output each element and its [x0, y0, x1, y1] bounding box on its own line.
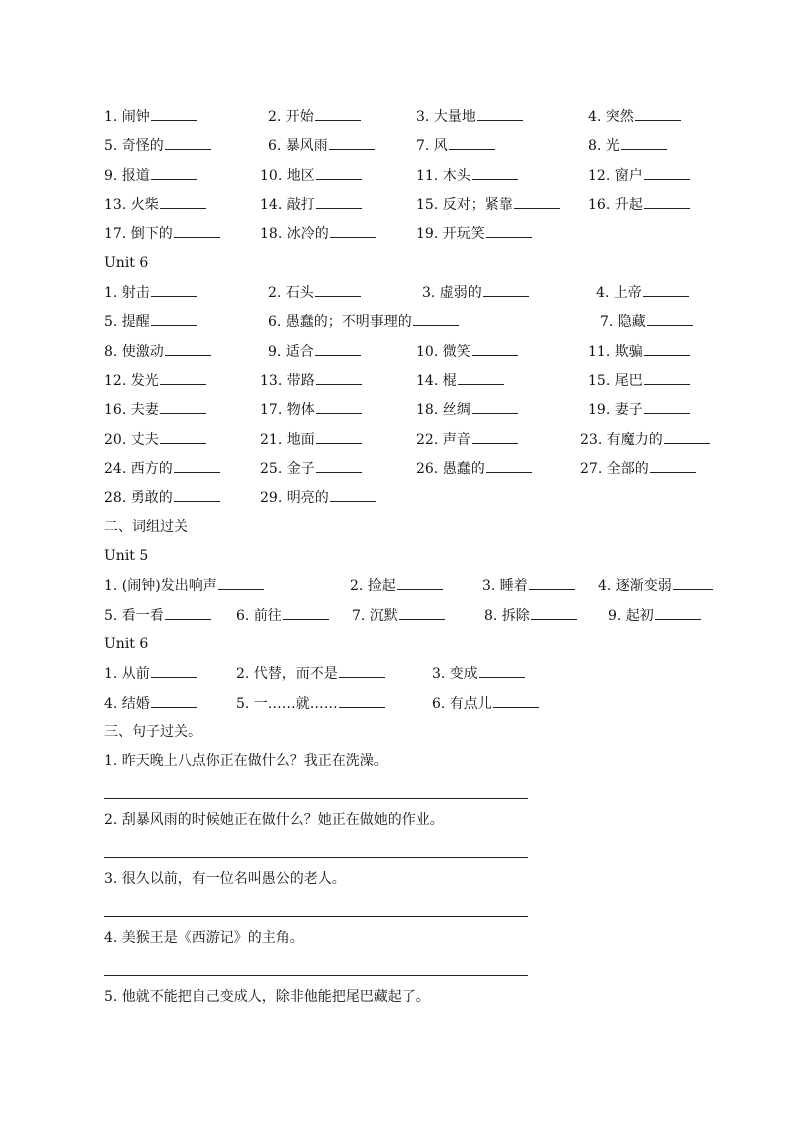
- vocab-row: [104, 135, 744, 155]
- phrase-item: 2. 代替，而不是: [236, 663, 385, 684]
- vocab-item: 19. 妻子: [588, 399, 690, 420]
- vocab-row: [104, 370, 744, 390]
- vocab-item: 17. 物体: [260, 399, 362, 420]
- answer-blank[interactable]: [479, 663, 525, 678]
- vocab-row: [104, 165, 744, 185]
- vocab-item: 21. 地面: [260, 429, 362, 450]
- phrase-item: 6. 有点儿: [432, 693, 539, 714]
- answer-blank[interactable]: [514, 194, 560, 209]
- vocab-item: 11. 木头: [416, 165, 518, 186]
- answer-blank[interactable]: [655, 605, 701, 620]
- vocab-item: 9. 报道: [104, 165, 197, 186]
- vocab-item: 8. 光: [588, 135, 667, 156]
- answer-blank[interactable]: [174, 458, 220, 473]
- vocab-item: 11. 欺骗: [588, 341, 690, 362]
- sentence-prompt: 3. 很久以前，有一位名叫愚公的老人。: [104, 871, 346, 887]
- vocab-row: [104, 399, 744, 419]
- answer-blank[interactable]: [316, 399, 362, 414]
- vocab-item: 4. 上帝: [596, 282, 689, 303]
- answer-blank[interactable]: [399, 605, 445, 620]
- phrase-item: 2. 捡起: [350, 575, 443, 596]
- vocab-item: 23. 有魔力的: [580, 429, 710, 450]
- vocab-item: 18. 冰冷的: [260, 223, 376, 244]
- vocab-item: 13. 火柴: [104, 194, 206, 215]
- answer-blank[interactable]: [151, 311, 197, 326]
- phrase-item: 5. 一……就……: [236, 693, 385, 714]
- answer-blank[interactable]: [316, 370, 362, 385]
- vocab-item: 14. 棍: [416, 370, 504, 391]
- unit-label: Unit 5: [104, 548, 149, 564]
- vocab-item: 1. 射击: [104, 282, 197, 303]
- answer-blank[interactable]: [160, 399, 206, 414]
- answer-blank[interactable]: [339, 693, 385, 708]
- answer-blank[interactable]: [329, 135, 375, 150]
- answer-line[interactable]: [104, 975, 528, 976]
- answer-blank[interactable]: [458, 370, 504, 385]
- vocab-item: 18. 丝绸: [416, 399, 518, 420]
- sentence-prompt: 4. 美猴王是《西游记》的主角。: [104, 930, 304, 946]
- sentence-prompt: 5. 他就不能把自己变成人，除非他能把尾巴藏起了。: [104, 989, 430, 1005]
- answer-blank[interactable]: [644, 370, 690, 385]
- phrase-row: [104, 575, 744, 595]
- answer-blank[interactable]: [493, 693, 539, 708]
- vocab-item: 22. 声音: [416, 429, 518, 450]
- phrase-item: 1. 从前: [104, 663, 197, 684]
- vocab-item: 27. 全部的: [580, 458, 696, 479]
- phrase-item: 9. 起初: [608, 605, 701, 626]
- answer-blank[interactable]: [315, 282, 361, 297]
- answer-blank[interactable]: [315, 106, 361, 121]
- vocab-item: 2. 开始: [268, 106, 361, 127]
- vocab-item: 17. 倒下的: [104, 223, 220, 244]
- answer-line[interactable]: [104, 798, 528, 799]
- answer-blank[interactable]: [165, 341, 211, 356]
- answer-blank[interactable]: [160, 429, 206, 444]
- answer-blank[interactable]: [316, 165, 362, 180]
- answer-blank[interactable]: [218, 575, 264, 590]
- answer-blank[interactable]: [673, 575, 713, 590]
- phrase-item: 3. 变成: [432, 663, 525, 684]
- answer-blank[interactable]: [151, 693, 197, 708]
- phrase-item: 8. 拆除: [484, 605, 577, 626]
- answer-blank[interactable]: [472, 429, 518, 444]
- sentence-prompt: 2. 刮暴风雨的时候她正在做什么？她正在做她的作业。: [104, 812, 444, 828]
- answer-blank[interactable]: [477, 106, 523, 121]
- vocab-item: 28. 勇敢的: [104, 487, 220, 508]
- answer-blank[interactable]: [413, 311, 459, 326]
- answer-blank[interactable]: [165, 135, 211, 150]
- vocab-row: [104, 194, 744, 214]
- answer-blank[interactable]: [635, 106, 681, 121]
- vocab-item: 19. 开玩笑: [416, 223, 532, 244]
- vocab-row: [104, 106, 744, 126]
- answer-blank[interactable]: [330, 487, 376, 502]
- section-heading: 三、句子过关。: [104, 724, 202, 740]
- vocab-item: 5. 奇怪的: [104, 135, 211, 156]
- answer-blank[interactable]: [644, 194, 690, 209]
- vocab-item: 10. 微笑: [416, 341, 518, 362]
- answer-line[interactable]: [104, 857, 528, 858]
- answer-blank[interactable]: [151, 282, 197, 297]
- phrase-item: 6. 前往: [236, 605, 329, 626]
- vocab-item: 13. 带路: [260, 370, 362, 391]
- answer-blank[interactable]: [647, 311, 693, 326]
- vocab-row: [104, 341, 744, 361]
- phrase-row: [104, 605, 744, 625]
- vocab-item: 25. 金子: [260, 458, 362, 479]
- vocab-item: 12. 窗户: [588, 165, 690, 186]
- answer-blank[interactable]: [621, 135, 667, 150]
- vocab-item: 6. 愚蠢的；不明事理的: [268, 311, 459, 332]
- answer-blank[interactable]: [160, 370, 206, 385]
- answer-blank[interactable]: [160, 194, 206, 209]
- answer-blank[interactable]: [486, 223, 532, 238]
- answer-blank[interactable]: [483, 282, 529, 297]
- answer-blank[interactable]: [174, 487, 220, 502]
- answer-blank[interactable]: [650, 458, 696, 473]
- vocab-row: [104, 429, 744, 449]
- vocab-item: 24. 西方的: [104, 458, 220, 479]
- unit-label: Unit 6: [104, 636, 149, 652]
- vocab-item: 12. 发光: [104, 370, 206, 391]
- vocab-item: 15. 反对；紧靠: [416, 194, 560, 215]
- vocab-item: 3. 大量地: [416, 106, 523, 127]
- answer-blank[interactable]: [174, 223, 220, 238]
- phrase-item: 1. (闹钟)发出响声: [104, 575, 264, 596]
- vocab-item: 20. 丈夫: [104, 429, 206, 450]
- phrase-item: 3. 睡着: [482, 575, 575, 596]
- vocab-item: 6. 暴风雨: [268, 135, 375, 156]
- answer-blank[interactable]: [472, 399, 518, 414]
- vocab-item: 16. 夫妻: [104, 399, 206, 420]
- answer-blank[interactable]: [151, 165, 197, 180]
- answer-blank[interactable]: [397, 575, 443, 590]
- phrase-row: [104, 693, 744, 713]
- answer-blank[interactable]: [643, 282, 689, 297]
- unit-label: Unit 6: [104, 255, 149, 271]
- vocab-item: 9. 适合: [268, 341, 361, 362]
- vocab-item: 10. 地区: [260, 165, 362, 186]
- vocab-row: [104, 487, 744, 507]
- answer-blank[interactable]: [644, 399, 690, 414]
- answer-blank[interactable]: [449, 135, 495, 150]
- answer-blank[interactable]: [339, 663, 385, 678]
- answer-blank[interactable]: [151, 663, 197, 678]
- section-heading: 二、词组过关: [104, 519, 188, 535]
- vocab-item: 3. 虚弱的: [422, 282, 529, 303]
- vocab-item: 2. 石头: [268, 282, 361, 303]
- vocab-item: 7. 隐藏: [600, 311, 693, 332]
- answer-blank[interactable]: [283, 605, 329, 620]
- answer-blank[interactable]: [472, 341, 518, 356]
- answer-line[interactable]: [104, 916, 528, 917]
- answer-blank[interactable]: [486, 458, 532, 473]
- answer-blank[interactable]: [644, 341, 690, 356]
- phrase-item: 7. 沉默: [352, 605, 445, 626]
- answer-blank[interactable]: [151, 106, 197, 121]
- vocab-row: [104, 223, 744, 243]
- phrase-row: [104, 663, 744, 683]
- answer-blank[interactable]: [664, 429, 710, 444]
- phrase-item: 4. 结婚: [104, 693, 197, 714]
- phrase-item: 5. 看一看: [104, 605, 211, 626]
- vocab-item: 29. 明亮的: [260, 487, 376, 508]
- vocab-item: 26. 愚蠢的: [416, 458, 532, 479]
- vocab-item: 14. 敲打: [260, 194, 362, 215]
- answer-blank[interactable]: [165, 605, 211, 620]
- vocab-item: 5. 提醒: [104, 311, 197, 332]
- answer-blank[interactable]: [330, 223, 376, 238]
- answer-blank[interactable]: [529, 575, 575, 590]
- answer-blank[interactable]: [531, 605, 577, 620]
- answer-blank[interactable]: [316, 458, 362, 473]
- vocab-item: 16. 升起: [588, 194, 690, 215]
- sentence-prompt: 1. 昨天晚上八点你正在做什么？我正在洗澡。: [104, 753, 388, 769]
- vocab-item: 15. 尾巴: [588, 370, 690, 391]
- vocab-item: 8. 使激动: [104, 341, 211, 362]
- vocab-item: 1. 闹钟: [104, 106, 197, 127]
- answer-blank[interactable]: [315, 341, 361, 356]
- answer-blank[interactable]: [316, 194, 362, 209]
- vocab-item: 4. 突然: [588, 106, 681, 127]
- vocab-row: [104, 311, 744, 331]
- vocab-row: [104, 458, 744, 478]
- answer-blank[interactable]: [472, 165, 518, 180]
- vocab-row: [104, 282, 744, 302]
- vocab-item: 7. 风: [416, 135, 495, 156]
- answer-blank[interactable]: [644, 165, 690, 180]
- phrase-item: 4. 逐渐变弱: [598, 575, 713, 596]
- answer-blank[interactable]: [316, 429, 362, 444]
